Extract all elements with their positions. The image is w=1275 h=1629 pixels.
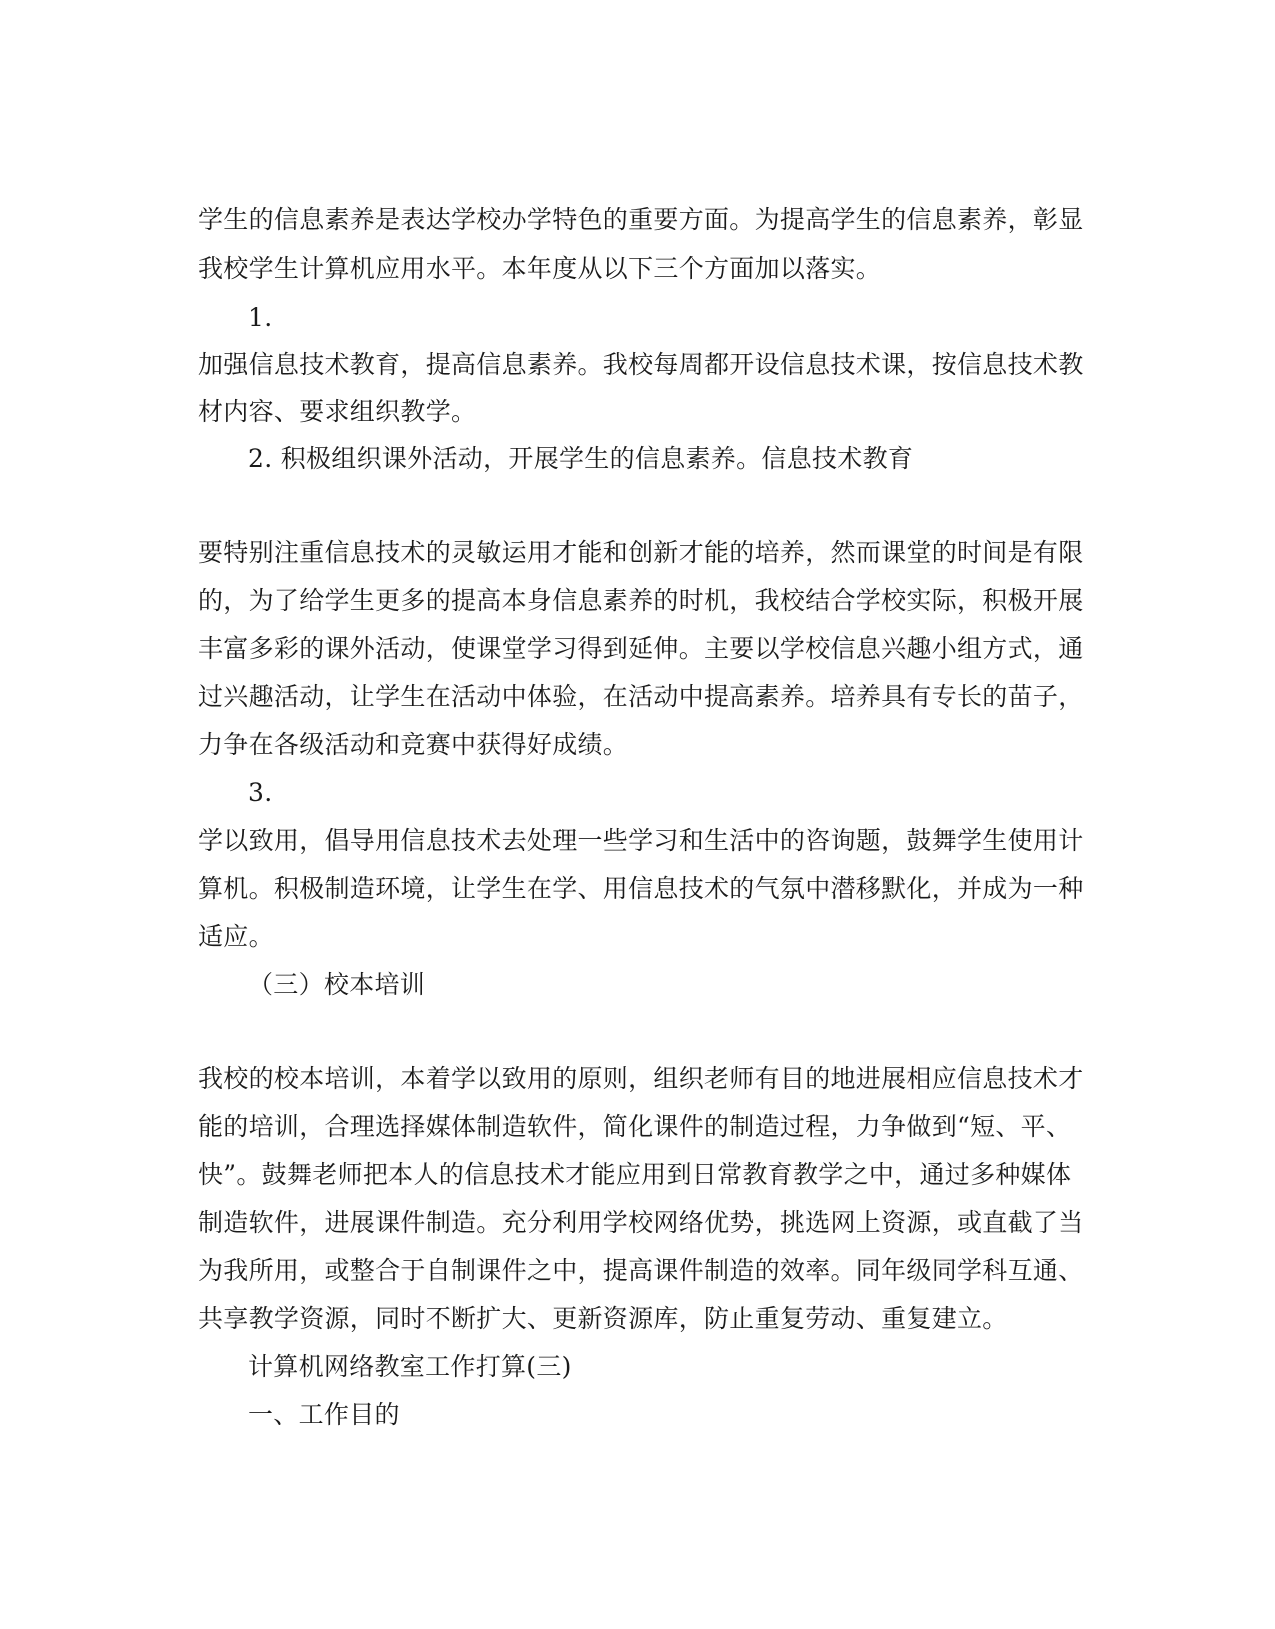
paragraph-line: 加强信息技术教育，提高信息素养。我校每周都开设信息技术课，按信息技术教 xyxy=(198,350,1084,379)
paragraph-line: 为我所用，或整合于自制课件之中，提高课件制造的效率。同年级同学科互通、 xyxy=(198,1256,1084,1285)
list-number: 1. xyxy=(248,303,273,332)
paragraph-line: 要特别注重信息技术的灵敏运用才能和创新才能的培养，然而课堂的时间是有限 xyxy=(198,538,1084,567)
list-number: 3. xyxy=(248,778,273,807)
paragraph-line: 我校的校本培训，本着学以致用的原则，组织老师有目的地进展相应信息技术才 xyxy=(198,1064,1084,1093)
paragraph-line: 算机。积极制造环境，让学生在学、用信息技术的气氛中潜移默化，并成为一种 xyxy=(198,874,1084,903)
section-heading: （三）校本培训 xyxy=(248,970,426,999)
paragraph-line: 力争在各级活动和竞赛中获得好成绩。 xyxy=(198,730,629,759)
document-title: 计算机网络教室工作打算(三) xyxy=(248,1352,572,1381)
paragraph-line: 共享教学资源，同时不断扩大、更新资源库，防止重复劳动、重复建立。 xyxy=(198,1304,1008,1333)
paragraph-line: 学以致用，倡导用信息技术去处理一些学习和生活中的咨询题，鼓舞学生使用计 xyxy=(198,826,1084,855)
paragraph-line: 快”。鼓舞老师把本人的信息技术才能应用到日常教育教学之中，通过多种媒体 xyxy=(198,1160,1072,1189)
section-heading: 一、工作目的 xyxy=(248,1400,400,1429)
paragraph-line: 过兴趣活动，让学生在活动中体验，在活动中提高素养。培养具有专长的苗子， xyxy=(198,682,1084,711)
paragraph-line: 适应。 xyxy=(198,922,274,951)
paragraph-line: 学生的信息素养是表达学校办学特色的重要方面。为提高学生的信息素养，彰显 xyxy=(198,205,1084,234)
paragraph-line: 丰富多彩的课外活动，使课堂学习得到延伸。主要以学校信息兴趣小组方式，通 xyxy=(198,634,1084,663)
paragraph-line: 的，为了给学生更多的提高本身信息素养的时机，我校结合学校实际，积极开展 xyxy=(198,586,1084,615)
paragraph-line: 制造软件，进展课件制造。充分利用学校网络优势，挑选网上资源，或直截了当 xyxy=(198,1208,1084,1237)
paragraph-line: 材内容、要求组织教学。 xyxy=(198,397,477,426)
paragraph-line: 我校学生计算机应用水平。本年度从以下三个方面加以落实。 xyxy=(198,254,882,283)
paragraph-line: 能的培训，合理选择媒体制造软件，简化课件的制造过程，力争做到“短、平、 xyxy=(198,1112,1072,1141)
list-item-heading: 2. 积极组织课外活动，开展学生的信息素养。信息技术教育 xyxy=(248,444,914,473)
